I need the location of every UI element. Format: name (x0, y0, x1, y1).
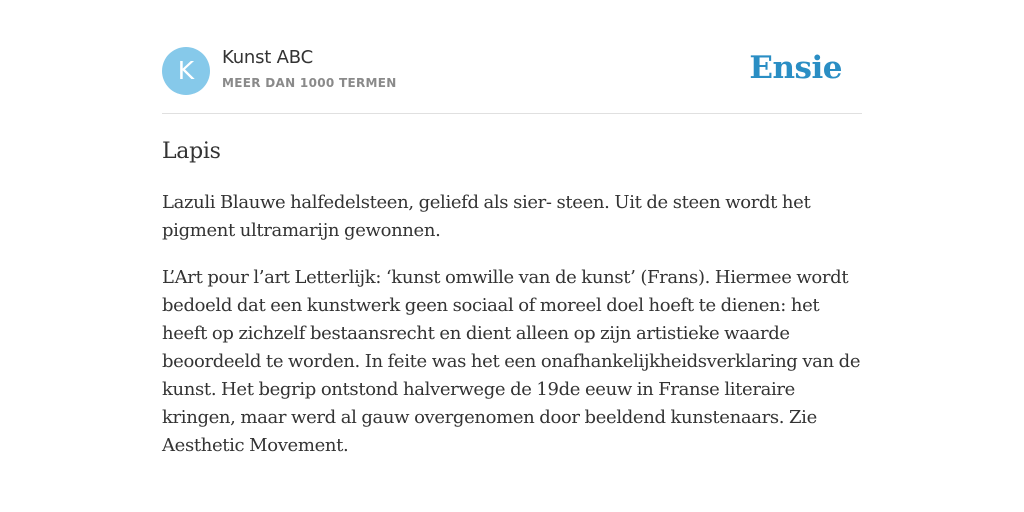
collection-title[interactable]: Kunst ABC (222, 47, 313, 68)
term-card (162, 44, 862, 460)
collection-header (162, 44, 862, 114)
definition-paragraph: Lazuli Blauwe halfedelsteen, geliefd als sier- steen. Uit de steen wordt het pigment ultramarijn gewonnen. (162, 192, 811, 241)
ensie-logo[interactable]: Ensie (749, 50, 842, 86)
term-title: Lapis (162, 139, 221, 164)
collection-avatar[interactable]: K (162, 47, 210, 95)
collection-term-count: MEER DAN 1000 TERMEN (222, 76, 397, 90)
definition-paragraph: L’Art pour l’art Letterlijk: ‘kunst omwille van de kunst’ (Frans). Hiermee wordt bedoeld dat een kunstwerk geen sociaal of moreel doel hoeft te dienen: het heeft op zichzelf bestaansrecht en dient alleen op zijn artistieke waarde beoordeeld te worden. In feite was het een onafhankelijkheidsverklaring van de kunst. Het begrip ontstond halverwege de 19de eeuw in Franse literaire kringen, maar werd al gauw overgenomen door beeldend kunstenaars. Zie Aesthetic Movement. (162, 267, 861, 456)
